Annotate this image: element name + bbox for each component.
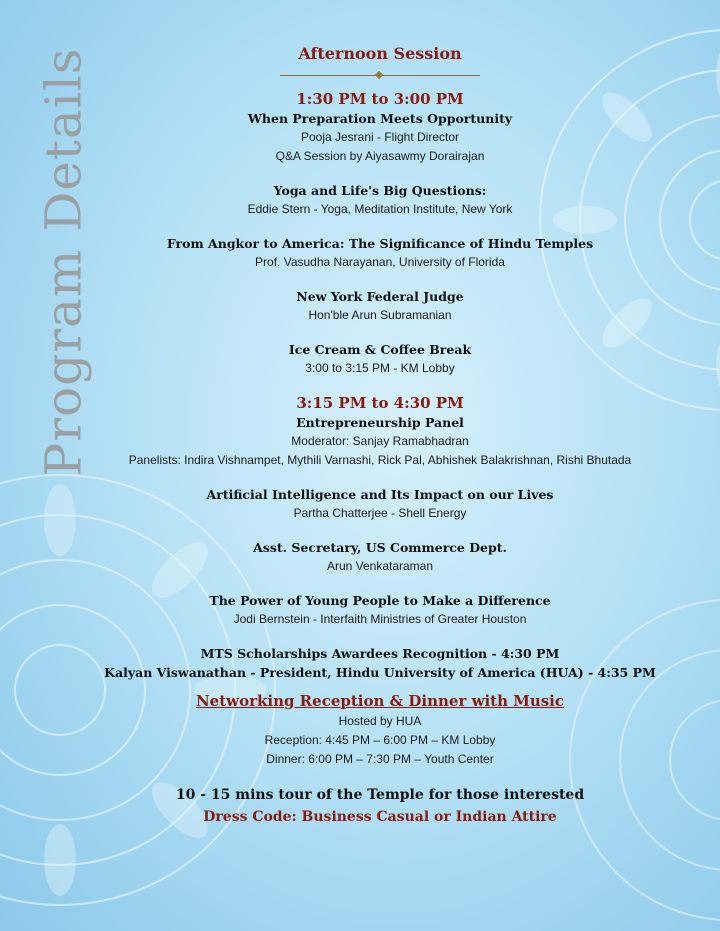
reception-title: Networking Reception & Dinner with Music	[195, 692, 565, 710]
session-item: Ice Cream & Coffee Break 3:00 to 3:15 PM - KM Lobby	[288, 342, 472, 375]
session-item: The Power of Young People to Make a Difference Jodi Bernstein - Interfaith Ministries of Greater Houston	[209, 593, 551, 626]
program-content	[80, 44, 680, 828]
session-item: Asst. Secretary, US Commerce Dept. Arun Venkataraman	[253, 540, 507, 573]
footer	[80, 784, 680, 828]
reception-block: Networking Reception & Dinner with Music Hosted by HUA Reception: 4:45 PM – 6:00 PM – KM Lobby Dinner: 6:00 PM – 7:30 PM – Youth Center	[80, 690, 680, 769]
time-slot-2: 3:15 PM to 4:30 PM	[296, 394, 464, 412]
session-item: Entrepreneurship Panel Moderator: Sanjay Ramabhadran Panelists: Indira Vishnampet, Mythili Varnashi, Rick Pal, Abhishek Balakrishnan, Rishi Bhutada	[128, 415, 632, 467]
ornament-divider	[280, 71, 480, 79]
section-title: Afternoon Session	[298, 44, 462, 63]
temple-tour-note: 10 - 15 mins tour of the Temple for those interested	[175, 787, 585, 803]
session-item: New York Federal Judge Hon'ble Arun Subramanian	[296, 289, 464, 322]
session-item: Artificial Intelligence and Its Impact on our Lives Partha Chatterjee - Shell Energy	[206, 487, 554, 520]
session-item: When Preparation Meets Opportunity Pooja Jesrani - Flight Director Q&A Session by Aiyasawmy Dorairajan	[247, 111, 513, 163]
program-details-heading: Program Details	[34, 47, 92, 477]
session-item: Yoga and Life's Big Questions: Eddie Stern - Yoga, Meditation Institute, New York	[247, 183, 513, 216]
session-item: From Angkor to America: The Significance of Hindu Temples Prof. Vasudha Narayanan, University of Florida	[166, 236, 594, 269]
dress-code: Dress Code: Business Casual or Indian Attire	[203, 809, 557, 825]
time-slot-1: 1:30 PM to 3:00 PM	[296, 90, 464, 108]
recognition-block: MTS Scholarships Awardees Recognition - 4:30 PM Kalyan Viswanathan - President, Hindu University of America (HUA) - 4:35 PM	[104, 646, 656, 680]
